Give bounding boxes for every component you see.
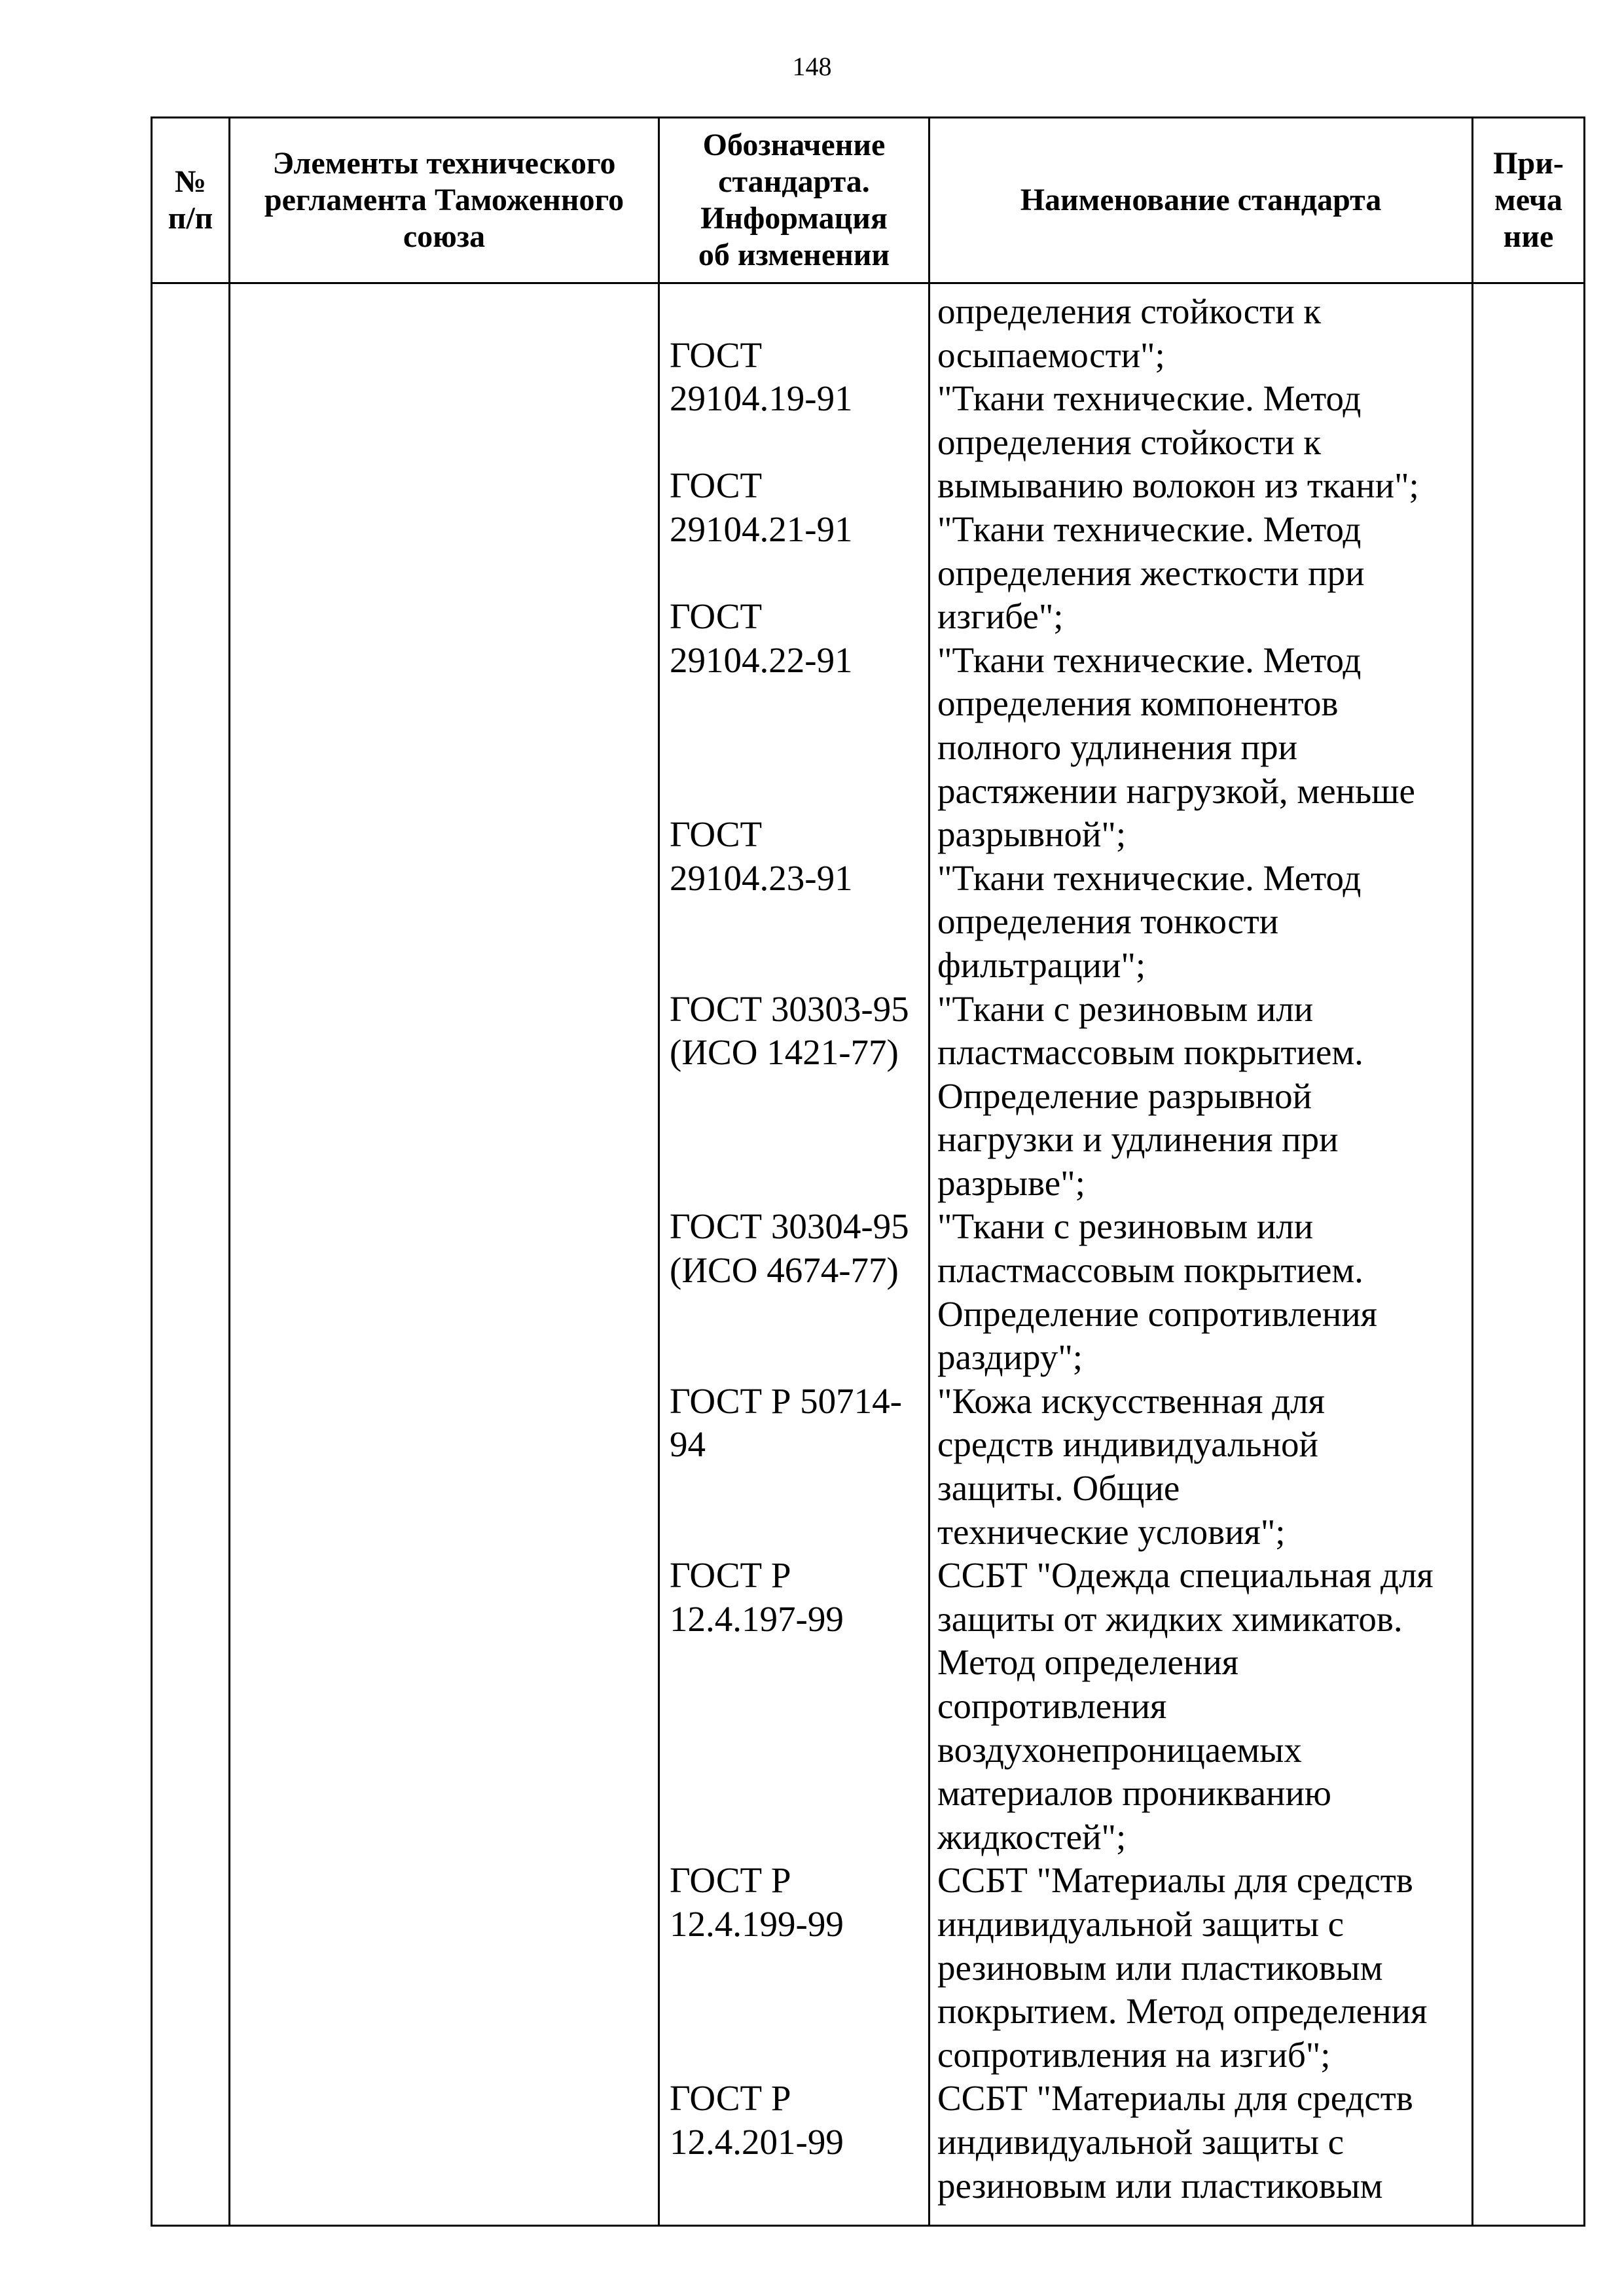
standard-designation-line	[670, 682, 909, 726]
header-num-line: №	[174, 164, 207, 199]
standard-name-line: "Кожа искусственная для	[937, 1380, 1325, 1421]
standard-name-line: вымыванию волокон из ткани";	[937, 465, 1419, 506]
standard-designation-line: ГОСТ Р 50714-	[670, 1380, 903, 1421]
standard-name-line: пластмассовым покрытием.	[937, 1032, 1363, 1073]
standard-name-line: определения компонентов	[937, 683, 1339, 724]
standard-name-line: фильтрации";	[937, 944, 1146, 985]
standard-name-line: воздухонепроницаемых	[937, 1729, 1302, 1770]
standard-name-line: определения стойкости к	[937, 422, 1322, 462]
header-elements-line: Элементы технического	[272, 146, 616, 181]
standard-name-line: индивидуальной защиты с	[937, 2121, 1344, 2162]
header-elements-line: союза	[403, 219, 486, 254]
standard-designation-line	[670, 1467, 909, 1511]
name-column	[937, 290, 1434, 2208]
column-divider	[228, 118, 230, 2225]
standard-name-line: определения жесткости при	[937, 552, 1365, 593]
standard-designation-line: (ИСО 4674-77)	[670, 1250, 899, 1291]
header-divider	[153, 282, 1583, 284]
header-num	[153, 118, 228, 282]
standard-designation-line: 29104.22-91	[670, 639, 853, 680]
standard-designation-line	[670, 2034, 909, 2077]
standard-designation-line	[670, 1990, 909, 2034]
standard-designation-line	[670, 1641, 909, 1685]
header-note	[1473, 118, 1583, 282]
standard-name-line: разрывной";	[937, 814, 1127, 855]
standard-name-line: Метод определения	[937, 1642, 1239, 1683]
standard-name-line: раздиру";	[937, 1337, 1083, 1378]
standard-name-line: покрытием. Метод определения	[937, 1991, 1428, 2032]
header-name	[930, 118, 1471, 282]
standard-designation-line: ГОСТ	[670, 814, 763, 855]
standard-designation-line	[670, 2164, 909, 2208]
standard-designation-line: ГОСТ 30303-95	[670, 988, 909, 1029]
standard-designation-line: ГОСТ 30304-95	[670, 1206, 909, 1247]
standard-designation-line: ГОСТ	[670, 334, 763, 375]
standard-name-line: резиновым или пластиковым	[937, 1947, 1383, 1988]
standard-designation-line	[670, 900, 909, 944]
standard-designation-line	[670, 944, 909, 988]
standard-designation-line	[670, 421, 909, 465]
header-note-line: ние	[1503, 219, 1554, 254]
standard-name-line: определения стойкости к	[937, 291, 1322, 331]
standard-designation-line	[670, 1293, 909, 1336]
standard-name-line: средств индивидуальной	[937, 1424, 1318, 1465]
standard-name-line: резиновым или пластиковым	[937, 2165, 1383, 2206]
standard-designation-line	[670, 1336, 909, 1380]
standard-name-line: пластмассовым покрытием.	[937, 1250, 1363, 1291]
standard-designation-line	[670, 726, 909, 770]
standard-name-line: индивидуальной защиты с	[937, 1903, 1344, 1944]
header-num-line: п/п	[168, 201, 213, 236]
standard-name-line: жидкостей";	[937, 1816, 1127, 1857]
standard-name-line: защиты. Общие	[937, 1468, 1180, 1509]
standard-name-line: Определение разрывной	[937, 1075, 1312, 1116]
standard-name-line: защиты от жидких химикатов.	[937, 1598, 1403, 1639]
header-elements	[230, 118, 658, 282]
standard-name-line: изгибе";	[937, 596, 1064, 637]
standard-designation-line: 29104.21-91	[670, 509, 853, 549]
standard-name-line: нагрузки и удлинения при	[937, 1119, 1339, 1160]
standard-designation-line	[670, 1772, 909, 1816]
standard-designation-line	[670, 552, 909, 596]
standard-designation-line: ГОСТ Р	[670, 1555, 791, 1596]
standard-designation-line	[670, 1729, 909, 1772]
standard-name-line: полного удлинения при	[937, 726, 1298, 767]
standard-designation-line: 94	[670, 1424, 706, 1465]
standard-designation-line	[670, 1511, 909, 1554]
header-designation-line: об изменении	[698, 238, 890, 272]
standard-name-line: разрыве";	[937, 1162, 1085, 1203]
standard-designation-line: 12.4.197-99	[670, 1598, 844, 1639]
standard-designation-line: ГОСТ Р	[670, 2078, 791, 2119]
standard-designation-line	[670, 1075, 909, 1119]
standard-name-line: материалов проникванию	[937, 1773, 1331, 1814]
standard-name-line: технические условия";	[937, 1511, 1286, 1552]
standard-name-line: ССБТ "Одежда специальная для	[937, 1555, 1434, 1596]
header-designation-line: Обозначение	[702, 128, 886, 162]
column-divider	[928, 118, 930, 2225]
standard-name-line: сопротивления	[937, 1686, 1167, 1726]
standard-designation-line: 12.4.199-99	[670, 1903, 844, 1944]
standard-designation-line	[670, 770, 909, 814]
standard-name-line: определения тонкости	[937, 901, 1279, 942]
standard-designation-line	[670, 1685, 909, 1729]
standard-name-line: "Ткани технические. Метод	[937, 857, 1362, 898]
header-name-line: Наименование стандарта	[1020, 183, 1382, 217]
standard-designation-line: (ИСО 1421-77)	[670, 1032, 899, 1073]
standard-designation-line: ГОСТ	[670, 465, 763, 506]
standard-designation-line: 12.4.201-99	[670, 2121, 844, 2162]
column-divider	[1471, 118, 1473, 2225]
standard-name-line: "Ткани технические. Метод	[937, 378, 1362, 419]
column-divider	[658, 118, 660, 2225]
header-designation-line: Информация	[700, 201, 888, 236]
standard-name-line: растяжении нагрузкой, меньше	[937, 770, 1415, 811]
standard-name-line: сопротивления на изгиб";	[937, 2034, 1331, 2075]
page-number: 148	[792, 52, 832, 81]
standard-name-line: ССБТ "Материалы для средств	[937, 2078, 1413, 2119]
standard-designation-line: ГОСТ Р	[670, 1860, 791, 1901]
header-designation-line: стандарта.	[718, 164, 870, 199]
standard-designation-line	[670, 290, 909, 334]
standard-designation-line	[670, 1816, 909, 1859]
standard-designation-line: 29104.19-91	[670, 378, 853, 419]
header-note-line: меча	[1494, 183, 1562, 217]
standard-designation-line	[670, 1162, 909, 1206]
standard-designation-line	[670, 1946, 909, 1990]
header-note-line: При-	[1493, 146, 1564, 181]
designation-column	[670, 290, 909, 2208]
standard-name-line: ССБТ "Материалы для средств	[937, 1860, 1413, 1901]
standard-name-line: "Ткани с резиновым или	[937, 988, 1314, 1029]
standard-designation-line	[670, 1118, 909, 1162]
header-elements-line: регламента Таможенного	[264, 183, 624, 217]
standard-name-line: Определение сопротивления	[937, 1293, 1377, 1334]
standard-designation-line: ГОСТ	[670, 596, 763, 637]
standard-name-line: "Ткани технические. Метод	[937, 639, 1362, 680]
standard-name-line: осыпаемости";	[937, 334, 1165, 375]
standards-table	[151, 117, 1585, 2227]
standard-designation-line: 29104.23-91	[670, 857, 853, 898]
standard-name-line: "Ткани технические. Метод	[937, 509, 1362, 549]
header-designation	[660, 118, 928, 282]
standard-name-line: "Ткани с резиновым или	[937, 1206, 1314, 1247]
